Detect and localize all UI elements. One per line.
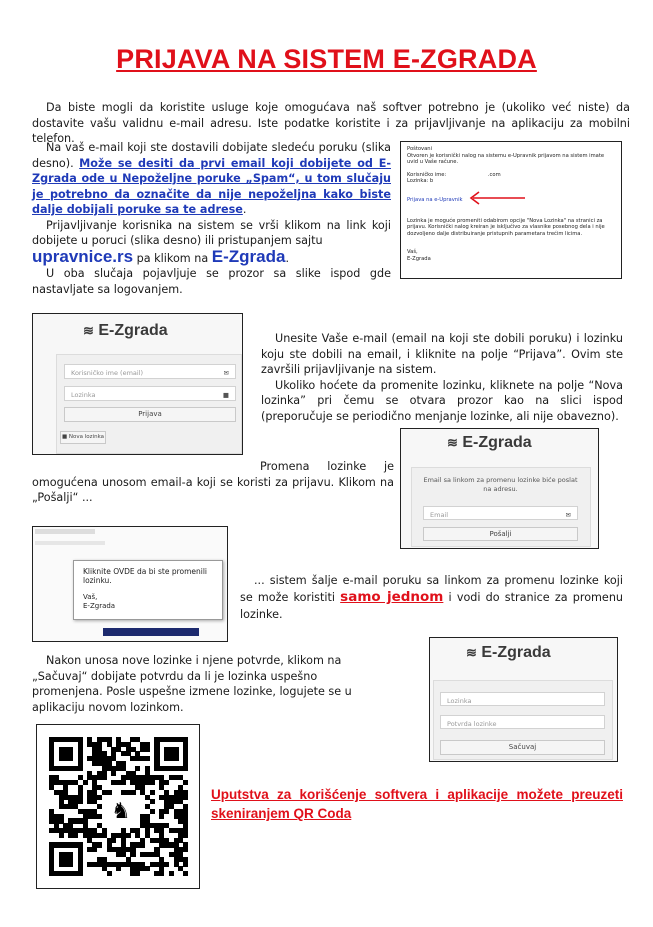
qr-module [102, 775, 107, 780]
qr-module [59, 852, 74, 867]
email-user-value: .com [487, 171, 501, 178]
qr-module [116, 866, 121, 871]
qr-module [107, 871, 112, 876]
qr-module [111, 838, 116, 843]
email-sign-1: Vaš, [407, 249, 418, 256]
qr-module [59, 747, 74, 762]
login-method-text: Prijavljivanje korisnika na sistem se vrši klikom na link koji dobijete u poruci (slika desno) ili pristupanjem sajtu [32, 218, 391, 247]
login-window-image [32, 313, 243, 455]
qr-module [78, 799, 83, 804]
qr-module [154, 737, 159, 771]
login-method-text-2: pa klikom na [136, 251, 209, 265]
qr-module [150, 809, 155, 814]
email-login-link[interactable]: Prijava na e-Upravnik [407, 196, 463, 203]
reset-mail-sign-1: Vaš, [83, 593, 98, 601]
qr-module [111, 771, 116, 776]
username-input[interactable] [64, 364, 236, 379]
email-sign-2: E-Zgrada [407, 255, 431, 262]
reset-info: Email sa linkom za promenu lozinke biće poslat na adresu. [423, 476, 578, 493]
qr-module [164, 747, 179, 762]
window-text: U oba slučaja pojavljuje se prozor sa slike ispod gde nastavljate sa logovanjem. [32, 267, 391, 296]
qr-module [183, 833, 188, 838]
qr-module [183, 780, 188, 785]
qr-module [145, 756, 150, 761]
reset-mail-line[interactable]: Kliknite OVDE da bi ste promenili lozinku. [83, 567, 208, 585]
confirm-password-input[interactable]: Potvrda lozinke [440, 715, 605, 729]
qr-module [130, 852, 135, 857]
email-footer: Lozinka je moguće promeniti odabirom opcije "Nova Lozinka" na stranici za prijavu. Korisnički nalog kreiran je isključivo za vlasnike posebnog dela i nije dozvoljeno dalje distribuiranje pristupnih parametara trećim licima. [407, 217, 605, 237]
qr-instructions: Uputstva za korišćenje softvera i aplikacije možete preuzeti skeniranjem QR Coda [211, 787, 623, 821]
qr-module [97, 842, 102, 847]
qr-module [78, 842, 83, 876]
new-password-input[interactable]: Lozinka [440, 692, 605, 706]
lock-icon: ■ [222, 391, 229, 399]
qr-module [183, 871, 188, 876]
lock-small-icon: ■ [61, 434, 68, 440]
login-brand-text: E-Zgrada [98, 322, 168, 339]
new-password-confirm-text: Nakon unosa nove lozinke i njene potvrde, klikom na „Sačuvaj“ dobijate potvrdu da li je lozinka uspešno promenjena. Posle uspešne izmene lozinke, logujete se u aplikaciju novom lozinkom. [32, 654, 352, 714]
qr-module [159, 814, 164, 819]
qr-module [145, 866, 150, 871]
save-button[interactable]: Sačuvaj [440, 740, 605, 755]
qr-module [135, 871, 140, 876]
qr-module [49, 737, 54, 771]
dino-icon: ♞ [104, 795, 138, 829]
new-password-button[interactable] [60, 431, 106, 444]
reset-window-image [400, 428, 599, 549]
login-instructions: Unesite Vaše e-mail (email na koji ste dobili poruku) i lozinku koju ste dobili na email, i kliknite na polje “Prijava”. Ovim ste završili prijavljivanje na sistem. [261, 332, 623, 376]
qr-module [78, 737, 83, 771]
reset-link-text-2: i vodi do stranice za promenu lozinke. [240, 591, 623, 621]
newpass-brand-text: E-Zgrada [481, 644, 551, 661]
reset-brand-text: E-Zgrada [462, 434, 532, 451]
qr-module [150, 790, 155, 795]
envelope-icon: ✉ [565, 511, 571, 519]
once-emphasis: samo jednom [340, 589, 444, 605]
qr-module [183, 737, 188, 771]
reset-brand [447, 434, 532, 452]
intro-left-column: Na vaš e-mail koji ste dostavili dobijate sledeću poruku (slika desno). Može se desiti da prvi email koji dobijete od E-Zgrada ode u Nepoželjne poruke „Spam“, u tom slučaju je potrebno da označite da nije nepoželjna kako biste dalje dobijali poruke sa te adrese. Prijavljivanje korisnika na sistem se vrši klikom na link koji dobijete u poruci (slika desno) ili pristupanjem sajtu upravnice.rs pa klikom na E-Zgrada. U oba slučaja pojavljuje se prozor sa slike ispod gde nastavljate sa logovanjem. [32, 141, 391, 296]
qr-module [164, 862, 169, 867]
qr-module [150, 780, 155, 785]
qr-module [49, 842, 54, 876]
qr-module [150, 799, 155, 804]
qr-module [169, 871, 174, 876]
section4-text [32, 653, 387, 715]
arrow-left-icon [465, 190, 527, 206]
send-button[interactable]: Pošalji [423, 527, 578, 541]
qr-module [135, 766, 140, 771]
qr-module [145, 747, 150, 752]
section3-text [240, 572, 623, 623]
reset-instructions: Promena lozinke je omogućena unosom email-a koji se koristi za prijavu. Klikom na „Pošalji“ ... [32, 460, 394, 504]
reset-mail-image [32, 526, 228, 642]
reset-instructions-box [32, 459, 394, 506]
section2-text [261, 331, 623, 424]
qr-module [126, 833, 131, 838]
reset-email-input[interactable] [423, 506, 578, 520]
qr-module [97, 795, 102, 800]
envelope-icon: ✉ [223, 369, 229, 377]
qr-module [183, 847, 188, 852]
site-link[interactable]: upravnice.rs [32, 246, 134, 266]
login-brand [83, 322, 168, 340]
qr-code-image[interactable] [36, 724, 200, 889]
email-pass-label: Lozinka: b [407, 178, 434, 185]
wifi-logo-icon: ≋ [447, 435, 458, 450]
intro-email-text: Na vaš e-mail koji ste dostavili dobijate sledeću poruku (slika desno). [32, 141, 391, 170]
email-preview-image [400, 141, 622, 279]
spam-warning: Može se desiti da prvi email koji dobijete od E-Zgrada ode u Nepoželjne poruke „Spam“, u tom slučaju je potrebno da označite da nije nepoželjna kako biste dalje dobijali poruke sa te adrese [32, 156, 391, 216]
intro-text: Da biste mogli da koristite usluge koje omogućava naš softver potrebno je (ukoliko već niste) da dostavite vašu validnu e-mail adresu. Iste podatke koristite i za prijavljivanje na aplikaciju za mobilni telefon. [32, 101, 630, 145]
newpass-brand [466, 644, 551, 662]
reset-email-placeholder: Email [430, 511, 449, 519]
new-password-image [429, 637, 618, 762]
qr-module [121, 780, 126, 785]
qr-module [140, 842, 145, 847]
qr-module [164, 780, 169, 785]
qr-module [159, 871, 164, 876]
password-placeholder: Lozinka [71, 391, 96, 399]
login-button[interactable]: Prijava [64, 407, 236, 422]
qr-module [92, 847, 97, 852]
new-password-instructions: Ukoliko hoćete da promenite lozinku, kliknete na polje “Nova lozinka” pri čemu se otvara prozor kao na slici ispod (preporučuje se periodično menjanje lozinke, ali nije obavezno). [261, 378, 623, 423]
email-greeting: Poštovani [407, 146, 433, 152]
brand-link[interactable]: E-Zgrada [211, 246, 286, 266]
qr-module [73, 833, 78, 838]
new-password-label: Nova lozinka [68, 434, 105, 440]
email-line: Otvoren je korisnički nalog na sistemu e-Upravnik prijavom na sistem imate uvid u Vaše račune. [407, 152, 605, 166]
wifi-logo-icon: ≋ [83, 323, 94, 338]
username-placeholder: Korisničko ime (email) [71, 369, 144, 377]
wifi-logo-icon: ≋ [466, 645, 477, 660]
qr-module [59, 833, 64, 838]
email-user-label: Korisničko ime: [407, 171, 447, 178]
reset-mail-sign-2: E-Zgrada [83, 602, 116, 610]
qr-module [183, 862, 188, 867]
qr-module [97, 804, 102, 809]
reset-link-text: ... sistem šalje e-mail poruku sa linkom za promenu lozinke koji se može koristiti [240, 574, 623, 604]
qr-module [83, 780, 88, 785]
password-input[interactable] [64, 386, 236, 401]
qr-module [183, 795, 188, 800]
qr-module [97, 814, 102, 819]
qr-module [164, 809, 169, 814]
page-title: PRIJAVA NA SISTEM E-ZGRADA [116, 44, 537, 74]
